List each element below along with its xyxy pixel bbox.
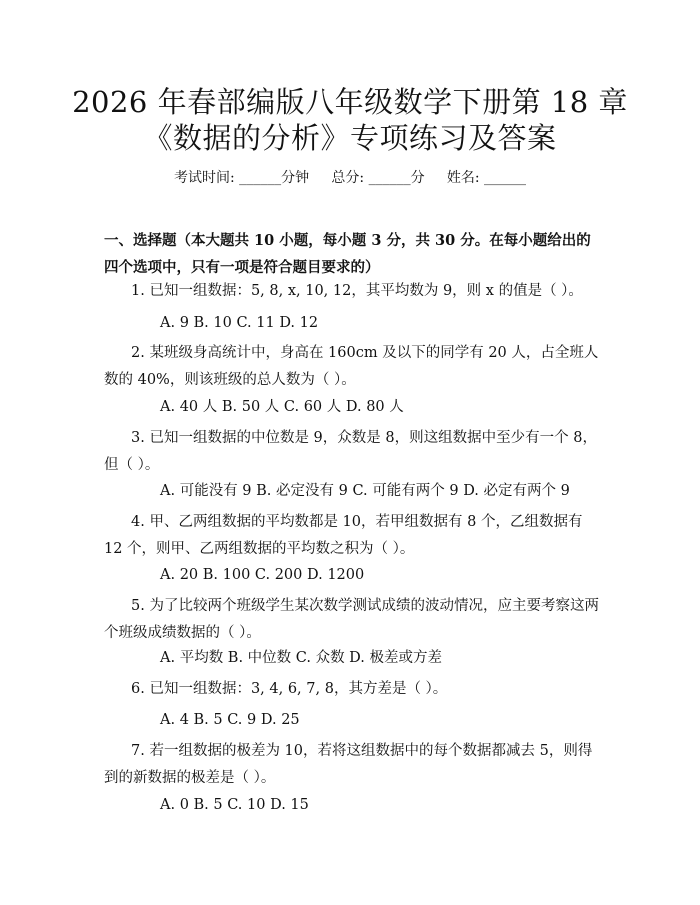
section-header: 一、选择题（本大题共 10 小题，每小题 3 分，共 30 分。在每小题给出的四个选项中，只有一项是符合题目要求的） [104,232,591,276]
question-6: 6. 已知一组数据：3, 4, 6, 7, 8，其方差是（ ）。 [131,681,448,697]
question-3: 3. 已知一组数据的中位数是 9，众数是 8，则这组数据中至少有一个 8，但（ ）。 [104,430,597,473]
title-line-1: 2026 年春部编版八年级数学下册第 18 章 [72,85,628,119]
question-3-options: A. 可能没有 9 B. 必定没有 9 C. 可能有两个 9 D. 必定有两个 9 [160,483,570,499]
question-4-options: A. 20 B. 100 C. 200 D. 1200 [160,567,365,583]
question-1: 1. 已知一组数据：5, 8, x, 10, 12，其平均数为 9，则 x 的值是（ ）。 [131,283,583,299]
question-5-options: A. 平均数 B. 中位数 C. 众数 D. 极差或方差 [160,650,443,666]
question-4: 4. 甲、乙两组数据的平均数都是 10，若甲组数据有 8 个，乙组数据有 12 个，则甲、乙两组数据的平均数之积为（ ）。 [104,514,583,557]
question-6-options: A. 4 B. 5 C. 9 D. 25 [160,712,300,728]
question-7-options: A. 0 B. 5 C. 10 D. 15 [160,797,309,813]
title-line-2: 《数据的分析》专项练习及答案 [143,121,557,155]
exam-info: 考试时间: ______分钟 总分: ______分 姓名: ______ [173,170,526,186]
question-7: 7. 若一组数据的极差为 10，若将这组数据中的每个数据都减去 5，则得到的新数据的极差是（ ）。 [104,743,593,786]
question-5: 5. 为了比较两个班级学生某次数学测试成绩的波动情况，应主要考察这两个班级成绩数据的（ ）。 [104,598,599,641]
question-2: 2. 某班级身高统计中，身高在 160cm 及以下的同学有 20 人，占全班人数的 40%，则该班级的总人数为（ ）。 [104,345,599,388]
question-1-options: A. 9 B. 10 C. 11 D. 12 [160,315,319,331]
question-2-options: A. 40 人 B. 50 人 C. 60 人 D. 80 人 [160,399,404,415]
